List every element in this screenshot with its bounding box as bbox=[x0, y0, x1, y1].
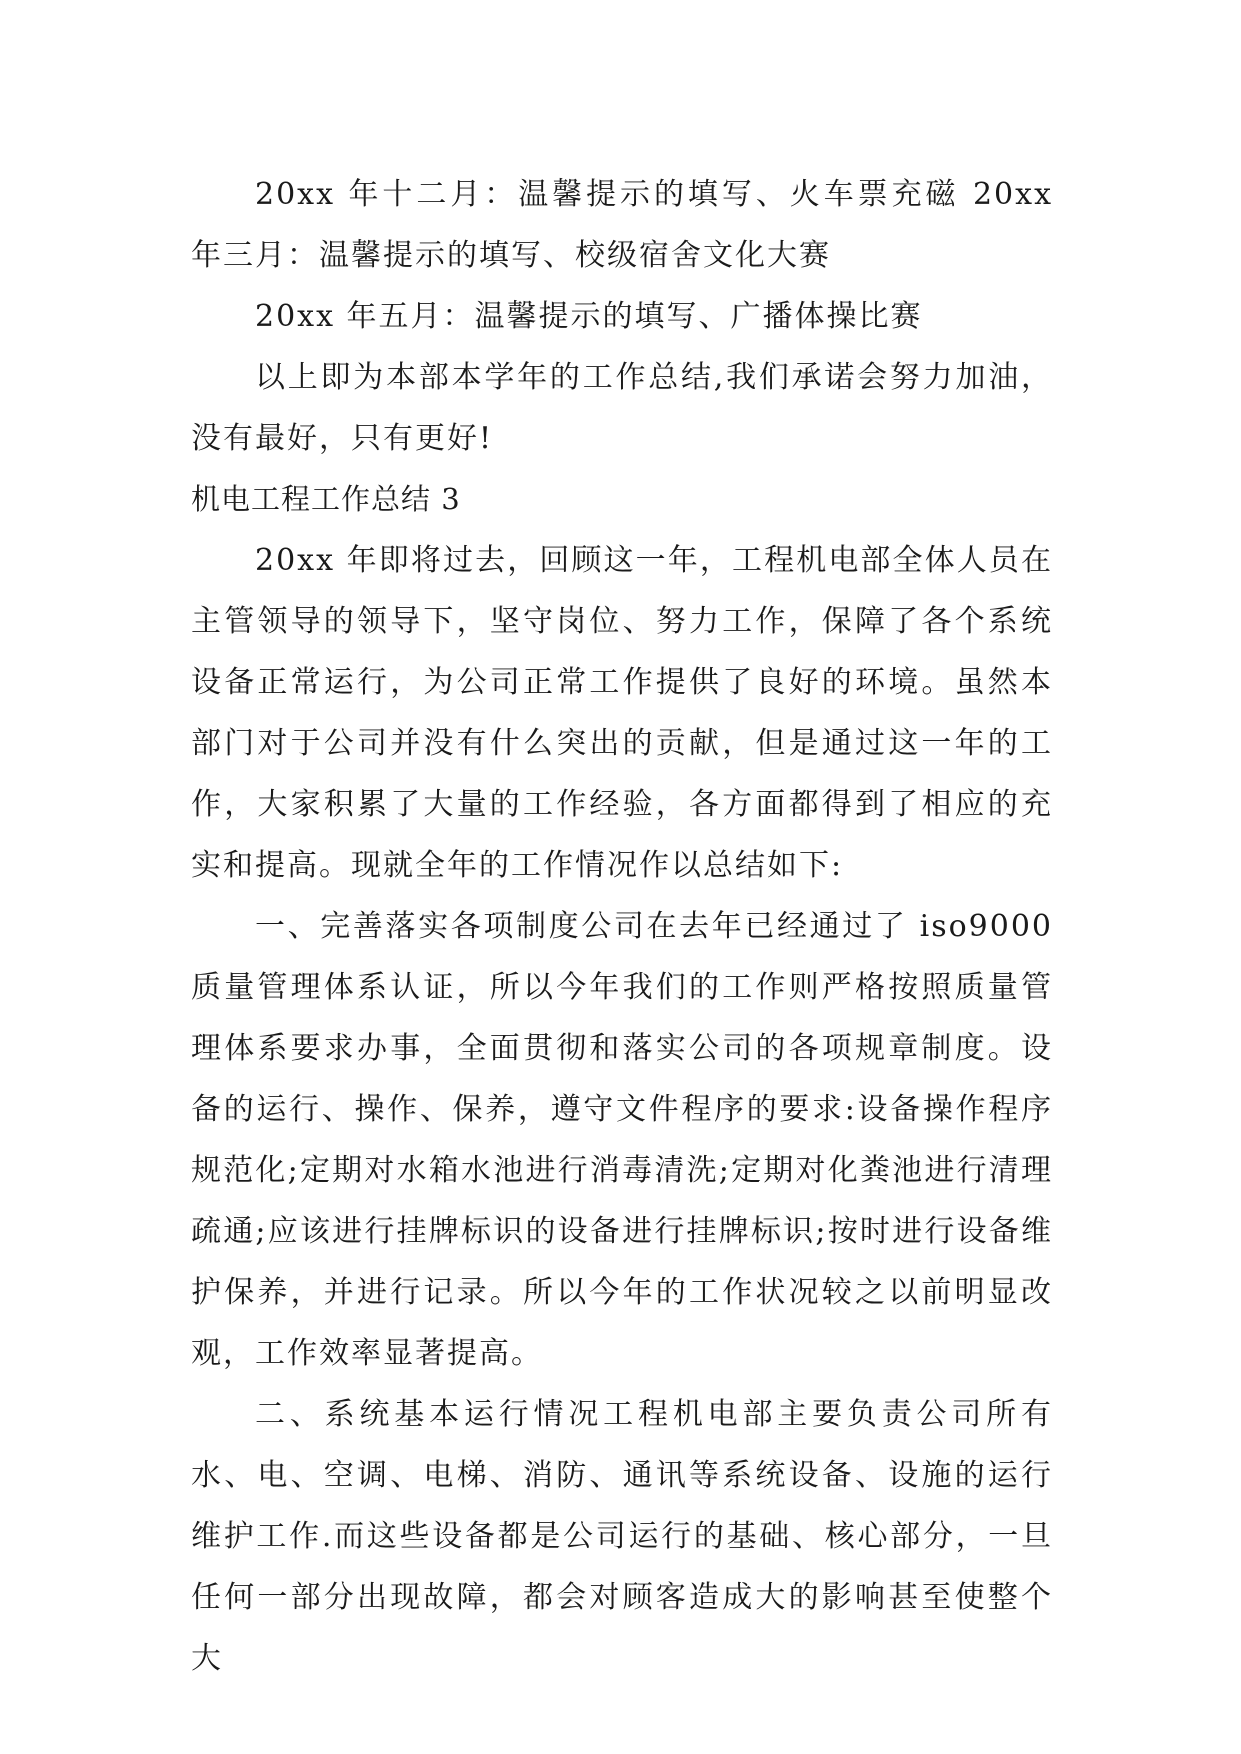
paragraph-schedule-december-march: 20xx 年十二月：温馨提示的填写、火车票充磁 20xx 年三月：温馨提示的填写、校级宿舍文化大赛 bbox=[191, 177, 1053, 273]
paragraph-schedule-may: 20xx 年五月：温馨提示的填写、广播体操比赛 bbox=[255, 299, 923, 334]
section-heading: 机电工程工作总结 3 bbox=[191, 482, 461, 516]
paragraph-closing: 以上即为本部本学年的工作总结,我们承诺会努力加油，没有最好，只有更好! bbox=[191, 360, 1053, 456]
paragraph-item-two: 二、系统基本运行情况工程机电部主要负责公司所有水、电、空调、电梯、消防、通讯等系统设备、设施的运行维护工作.而这些设备都是公司运行的基础、核心部分，一旦任何一部分出现故障，都会对顾客造成大的影响甚至使整个大 bbox=[191, 1397, 1053, 1676]
paragraph-item-one: 一、完善落实各项制度公司在去年已经通过了 iso9000 质量管理体系认证，所以今年我们的工作则严格按照质量管理体系要求办事，全面贯彻和落实公司的各项规章制度。设备的运行、操作、保养，遵守文件程序的要求:设备操作程序规范化;定期对水箱水池进行消毒清洗;定期对化粪池进行清理疏通;应该进行挂牌标识的设备进行挂牌标识;按时进行设备维护保养，并进行记录。所以今年的工作状况较之以前明显改观，工作效率显著提高。 bbox=[191, 909, 1053, 1371]
document-body bbox=[191, 164, 1053, 1689]
paragraph-intro: 20xx 年即将过去，回顾这一年，工程机电部全体人员在主管领导的领导下，坚守岗位、努力工作，保障了各个系统设备正常运行，为公司正常工作提供了良好的环境。虽然本部门对于公司并没有什么突出的贡献，但是通过这一年的工作，大家积累了大量的工作经验，各方面都得到了相应的充实和提高。现就全年的工作情况作以总结如下: bbox=[191, 543, 1053, 883]
